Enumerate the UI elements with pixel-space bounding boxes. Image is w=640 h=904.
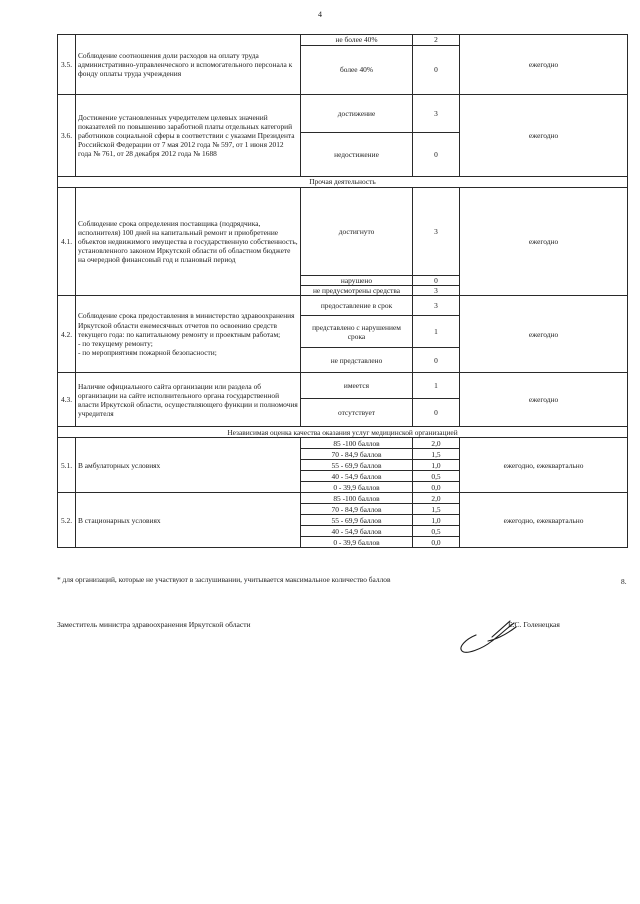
criterion-value: не более 40% — [301, 35, 413, 46]
points-cell: 3 — [413, 95, 460, 133]
frequency-cell: ежегодно — [460, 35, 628, 95]
table-row — [58, 438, 628, 449]
criteria-table — [57, 34, 628, 548]
footnote-mark: 8. — [621, 577, 627, 586]
criterion-value: 85 -100 баллов — [301, 493, 413, 504]
criterion-value: не представлено — [301, 348, 413, 373]
row-number: 3.5. — [58, 35, 76, 95]
signer-name: Е.С. Голенецкая — [508, 620, 560, 629]
description-line: Соблюдение срока предоставления в министерство здравоохранения Иркутской области ежемесячных отчетов по освоению средств текущего года: по капитальному ремонту и проектным работам; — [78, 311, 295, 339]
criterion-value: достигнуто — [301, 188, 413, 276]
points-cell: 2,0 — [413, 438, 460, 449]
points-cell: 0,0 — [413, 537, 460, 548]
criterion-value: недостижение — [301, 133, 413, 177]
points-cell: 2,0 — [413, 493, 460, 504]
criterion-value: 70 - 84,9 баллов — [301, 449, 413, 460]
criterion-value: 0 - 39,9 баллов — [301, 482, 413, 493]
row-number: 4.3. — [58, 373, 76, 427]
criterion-value: предоставление в срок — [301, 296, 413, 316]
frequency-cell: ежегодно, ежеквартально — [460, 438, 628, 493]
points-cell: 0 — [413, 46, 460, 95]
frequency-cell: ежегодно — [460, 373, 628, 427]
table-row — [58, 296, 628, 316]
table-row — [58, 95, 628, 133]
table-row — [58, 373, 628, 399]
criterion-value: 55 - 69,9 баллов — [301, 460, 413, 471]
row-number: 4.2. — [58, 296, 76, 373]
criterion-value: 40 - 54,9 баллов — [301, 471, 413, 482]
criterion-value: 0 - 39,9 баллов — [301, 537, 413, 548]
row-number: 3.6. — [58, 95, 76, 177]
criterion-description: Наличие официального сайта организации или раздела об организации на сайте исполнительного органа государственной власти Иркутской области, осуществляющего функции и полномочия учредителя — [76, 373, 301, 427]
points-cell: 0 — [413, 348, 460, 373]
row-number: 4.1. — [58, 188, 76, 296]
criterion-value: представлено с нарушением срока — [301, 316, 413, 348]
points-cell: 3 — [413, 286, 460, 296]
criterion-description: Соблюдение срока определения поставщика (подрядчика, исполнителя) 100 дней на капитальный ремонт и приобретение объектов недвижимого имущества в государственную собственность, установленного законом Иркутской области об областном бюджете на очередной финансовый год и плановый период — [76, 188, 301, 296]
section-header-row — [58, 177, 628, 188]
points-cell: 1 — [413, 316, 460, 348]
section-title: Независимая оценка качества оказания услуг медицинской организацией — [58, 427, 628, 438]
criterion-value: более 40% — [301, 46, 413, 95]
section-title: Прочая деятельность — [58, 177, 628, 188]
points-cell: 0 — [413, 399, 460, 427]
criterion-value: 70 - 84,9 баллов — [301, 504, 413, 515]
criterion-value: не предусмотрены средства — [301, 286, 413, 296]
criterion-description — [76, 296, 301, 373]
points-cell: 1,5 — [413, 504, 460, 515]
section-header-row — [58, 427, 628, 438]
points-cell: 1,5 — [413, 449, 460, 460]
points-cell: 1 — [413, 373, 460, 399]
signer-title: Заместитель министра здравоохранения Иркутской области — [57, 620, 251, 629]
points-cell: 0,5 — [413, 526, 460, 537]
points-cell: 3 — [413, 188, 460, 276]
criterion-value: достижение — [301, 95, 413, 133]
points-cell: 0 — [413, 133, 460, 177]
criterion-value: 85 -100 баллов — [301, 438, 413, 449]
points-cell: 0,0 — [413, 482, 460, 493]
points-cell: 0,5 — [413, 471, 460, 482]
criterion-value: нарушено — [301, 276, 413, 286]
page-number: 4 — [318, 10, 322, 19]
points-cell: 3 — [413, 296, 460, 316]
points-cell: 2 — [413, 35, 460, 46]
table-row — [58, 493, 628, 504]
table-row — [58, 35, 628, 46]
criterion-value: 40 - 54,9 баллов — [301, 526, 413, 537]
description-line: - по мероприятиям пожарной безопасности; — [78, 347, 217, 357]
frequency-cell: ежегодно, ежеквартально — [460, 493, 628, 548]
points-cell: 1,0 — [413, 460, 460, 471]
points-cell: 0 — [413, 276, 460, 286]
footnote: * для организаций, которые не участвуют в заслушивании, учитывается максимальное количество баллов — [57, 575, 391, 584]
frequency-cell: ежегодно — [460, 188, 628, 296]
table-row — [58, 188, 628, 276]
criterion-value: отсутствует — [301, 399, 413, 427]
row-number: 5.2. — [58, 493, 76, 548]
criterion-description: В стационарных условиях — [76, 493, 301, 548]
criterion-value: 55 - 69,9 баллов — [301, 515, 413, 526]
frequency-cell: ежегодно — [460, 296, 628, 373]
criterion-description: В амбулаторных условиях — [76, 438, 301, 493]
description-line: - по текущему ремонту; — [78, 338, 153, 348]
frequency-cell: ежегодно — [460, 95, 628, 177]
criterion-value: имеется — [301, 373, 413, 399]
criterion-description: Достижение установленных учредителем целевых значений показателей по повышению заработной платы отдельных категорий работников социальной сферы в соответствии с указами Президента Российской Федерации от 7 мая 2012 года № 597, от 1 июня 2012 года № 761, от 28 декабря 2012 года № 1688 — [76, 95, 301, 177]
criterion-description: Соблюдение соотношения доли расходов на оплату труда административно-управленческого и вспомогательного персонала к фонду оплаты труда учреждения — [76, 35, 301, 95]
points-cell: 1,0 — [413, 515, 460, 526]
row-number: 5.1. — [58, 438, 76, 493]
